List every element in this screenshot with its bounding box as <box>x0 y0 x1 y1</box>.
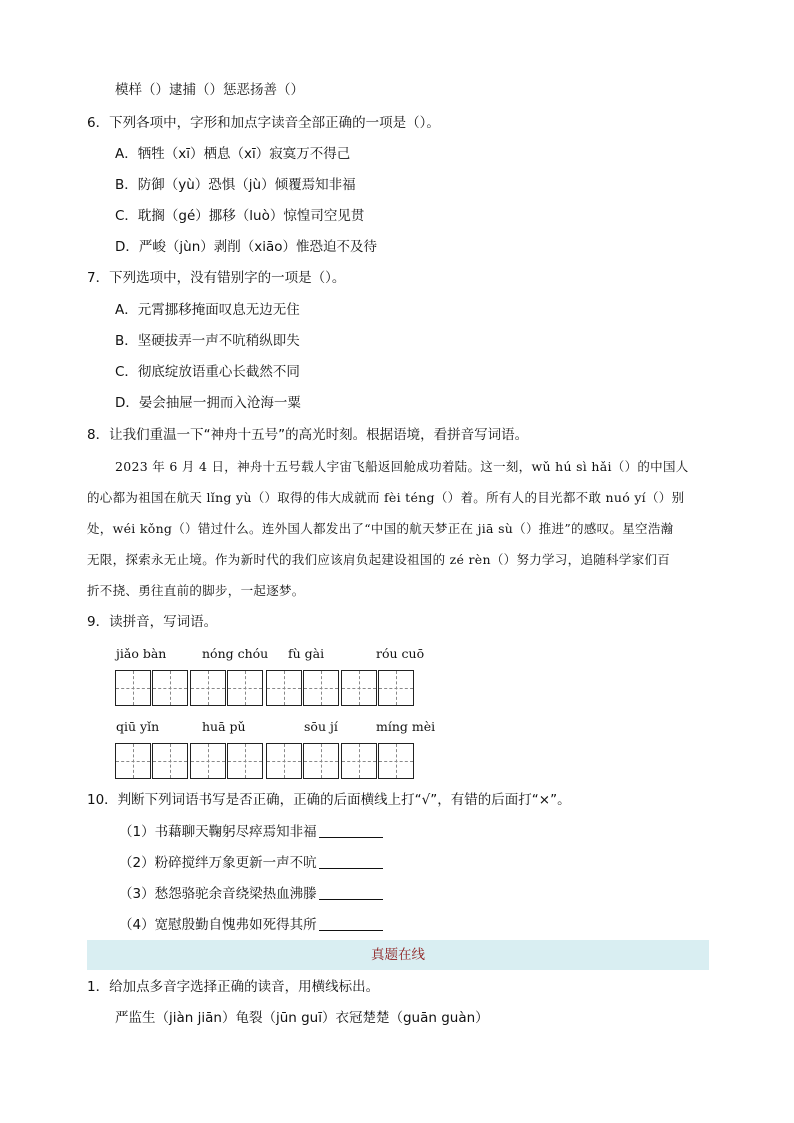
pinyin-label: míng mèi <box>376 719 436 734</box>
writing-cell[interactable] <box>190 743 226 779</box>
writing-cell[interactable] <box>115 743 151 779</box>
answer-blank[interactable] <box>319 823 383 838</box>
writing-cell[interactable] <box>378 743 414 779</box>
writing-cell[interactable] <box>115 670 151 706</box>
q10-item <box>119 915 383 935</box>
section-banner: 真题在线 <box>87 940 709 970</box>
q8-paragraph-line: 无限，探索永无止境。作为新时代的我们应该肩负起建设祖国的 zé rèn（）努力学习，追随科学家们百 <box>87 552 671 567</box>
answer-blank[interactable] <box>319 916 383 931</box>
q7-stem: 7．下列选项中，没有错别字的一项是（）。 <box>87 270 346 286</box>
q10-item <box>119 822 383 842</box>
q6-stem: 6．下列各项中，字形和加点字读音全部正确的一项是（）。 <box>87 115 440 131</box>
q10-item-text: （2）粉碎搅绊万象更新一声不吭 <box>119 855 317 871</box>
q10-item <box>119 884 383 904</box>
pinyin-label: huā pǔ <box>202 719 246 734</box>
q6-option-c: C．耽搁（gé）挪移（luò）惊惶司空见贯 <box>115 208 365 224</box>
writing-cell[interactable] <box>378 670 414 706</box>
writing-cell[interactable] <box>341 743 377 779</box>
writing-cell[interactable] <box>303 670 339 706</box>
q8-paragraph-line: 处，wéi kǒng（）错过什么。连外国人都发出了“中国的航天梦正在 jiā sù（）推进”的感叹。星空浩瀚 <box>87 521 674 536</box>
q10-item-text: （4）宽慰殷勤自愧弗如死得其所 <box>119 917 317 933</box>
pinyin-label: jiǎo bàn <box>116 646 167 661</box>
q8-paragraph-line: 2023 年 6 月 4 日，神舟十五号载人宇宙飞船返回舱成功着陆。这一刻，wǔ hú sì hǎi（）的中国人 <box>115 459 689 474</box>
real-q1-stem: 1．给加点多音字选择正确的读音，用横线标出。 <box>87 979 380 995</box>
writing-cell[interactable] <box>227 743 263 779</box>
q6-option-a: A．牺牲（xī）栖息（xī）寂寞万不得己 <box>115 146 351 162</box>
q8-stem: 8．让我们重温一下“神舟十五号”的高光时刻。根据语境，看拼音写词语。 <box>87 427 529 443</box>
writing-cell[interactable] <box>266 743 302 779</box>
pinyin-label: qiū yǐn <box>116 719 160 734</box>
q10-item <box>119 853 383 873</box>
q7-option-b: B．坚硬拔弄一声不吭稍纵即失 <box>115 333 300 349</box>
writing-cell[interactable] <box>227 670 263 706</box>
pinyin-label: nóng chóu <box>202 646 269 661</box>
answer-blank[interactable] <box>319 885 383 900</box>
q5-answer-line: 模样（）逮捕（）惩恶扬善（） <box>115 82 304 98</box>
real-q1-options: 严监生（jiàn jiān）龟裂（jūn guī）衣冠楚楚（guān guàn） <box>115 1010 489 1026</box>
writing-cell[interactable] <box>190 670 226 706</box>
q8-paragraph-line: 的心都为祖国在航天 lǐng yù（）取得的伟大成就而 fèi téng（）着。所有人的目光都不敢 nuó yí（）别 <box>87 490 685 505</box>
writing-cell[interactable] <box>152 670 188 706</box>
q10-item-text: （3）愁怨骆驼余音绕梁热血沸滕 <box>119 886 317 902</box>
q9-stem: 9．读拼音，写词语。 <box>87 614 218 630</box>
writing-cell[interactable] <box>152 743 188 779</box>
writing-cell[interactable] <box>341 670 377 706</box>
writing-cell[interactable] <box>303 743 339 779</box>
q7-option-c: C．彻底绽放语重心长截然不同 <box>115 364 300 380</box>
pinyin-label: róu cuō <box>376 646 425 661</box>
q6-option-d: D．严峻（jùn）剥削（xiāo）惟恐迫不及待 <box>115 239 378 255</box>
q10-stem: 10．判断下列词语书写是否正确，正确的后面横线上打“√”，有错的后面打“×”。 <box>87 792 571 808</box>
writing-cell[interactable] <box>266 670 302 706</box>
q6-option-b: B．防御（yù）恐惧（jù）倾覆焉知非福 <box>115 177 356 193</box>
q7-option-a: A．元霄挪移掩面叹息无边无住 <box>115 302 300 318</box>
pinyin-label: sōu jí <box>304 719 338 734</box>
q10-item-text: （1）书藉聊天鞠躬尽瘁焉知非福 <box>119 824 317 840</box>
q8-paragraph-line: 折不挠、勇往直前的脚步，一起逐梦。 <box>87 583 305 598</box>
answer-blank[interactable] <box>319 854 383 869</box>
pinyin-label: fù gài <box>288 646 325 661</box>
q7-option-d: D．晏会抽屉一拥而入沧海一粟 <box>115 395 301 411</box>
